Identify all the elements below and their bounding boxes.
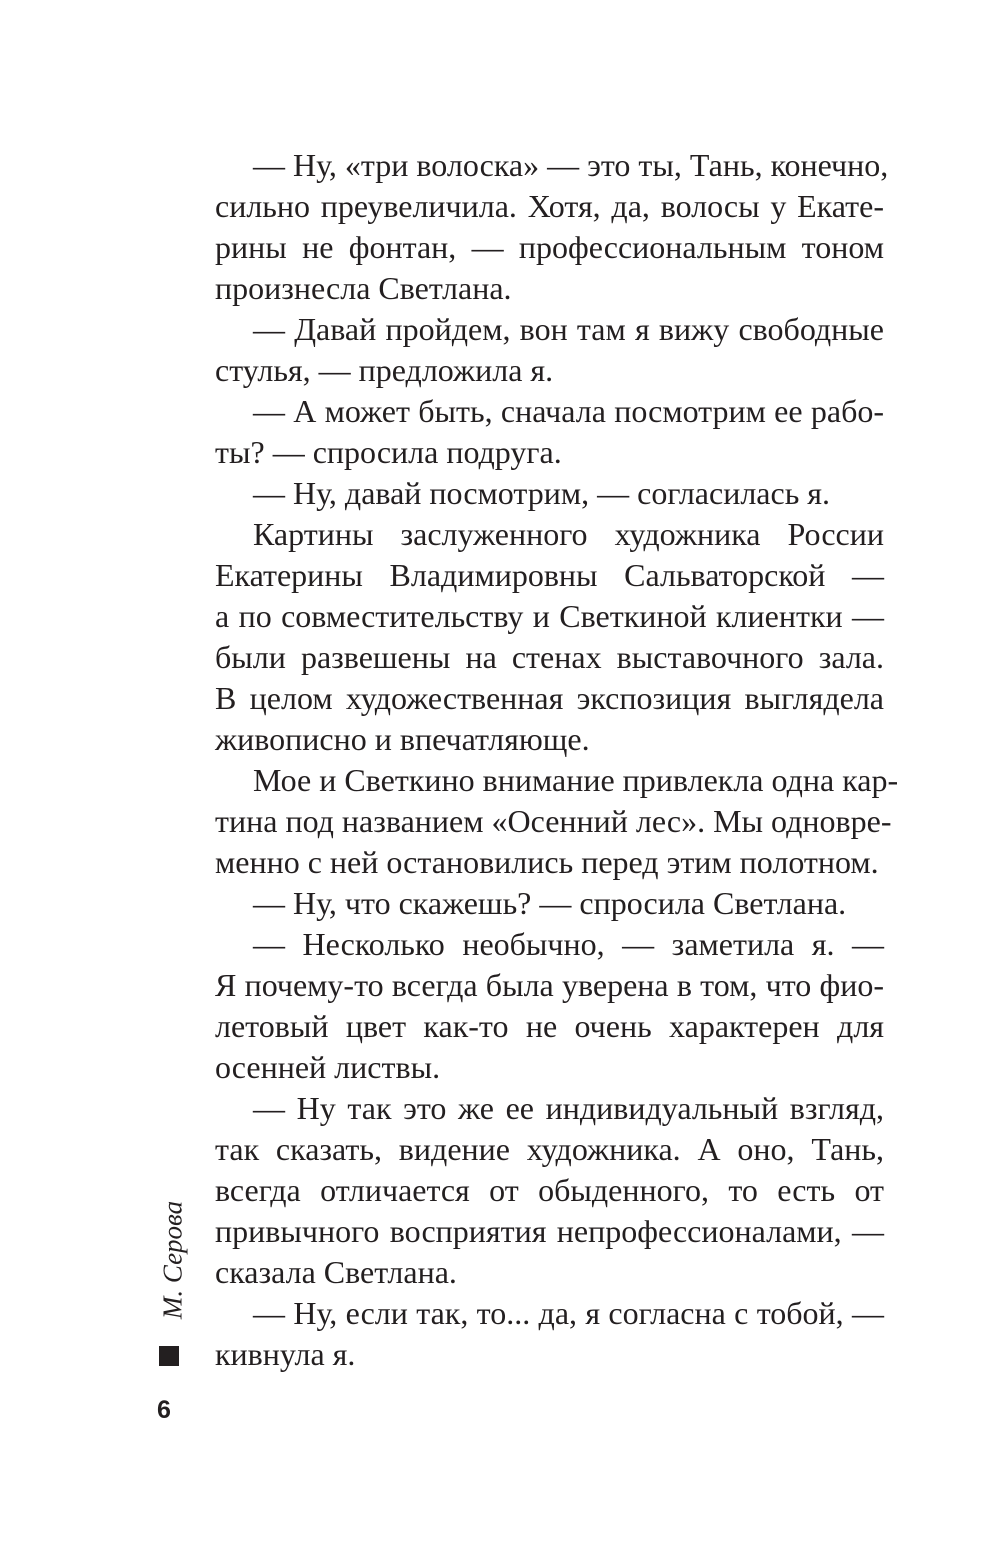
text-line: Я почему-то всегда была уверена в том, что фио-	[215, 967, 884, 1003]
text-line: — Ну, «три волоска» — это ты, Тань, конечно,	[253, 147, 889, 183]
text-line: Картины заслуженного художника России	[253, 516, 884, 552]
text-line: — Несколько необычно, — заметила я. —	[253, 926, 884, 962]
text-line: — Ну, давай посмотрим, — согласилась я.	[253, 475, 830, 511]
text-line: В целом художественная экспозиция выглядела	[215, 680, 884, 716]
text-line: менно с ней остановились перед этим полотном.	[215, 844, 879, 880]
text-line: живописно и впечатляюще.	[215, 721, 590, 757]
page-number: 6	[157, 1396, 171, 1424]
text-line: осенней листвы.	[215, 1049, 441, 1085]
text-line: сказала Светлана.	[215, 1254, 457, 1290]
text-line: стулья, — предложила я.	[215, 352, 554, 388]
text-line: рины не фонтан, — профессиональным тоном	[215, 229, 884, 265]
text-line: Екатерины Владимировны Сальваторской —	[215, 557, 884, 593]
text-line: — А может быть, сначала посмотрим ее рабо-	[253, 393, 884, 429]
text-line: кивнула я.	[215, 1336, 356, 1372]
text-line: Мое и Светкино внимание привлекла одна кар-	[253, 762, 899, 798]
text-line: всегда отличается от обыденного, то есть от	[215, 1172, 884, 1208]
text-line: летовый цвет как-то не очень характерен для	[215, 1008, 884, 1044]
text-line: — Давай пройдем, вон там я вижу свободные	[253, 311, 884, 347]
text-line: сильно преувеличила. Хотя, да, волосы у Екате-	[215, 188, 884, 224]
text-line: — Ну, что скажешь? — спросила Светлана.	[253, 885, 847, 921]
text-line: а по совместительству и Светкиной клиентки —	[215, 598, 884, 634]
text-line: привычного восприятия непрофессионалами, —	[215, 1213, 884, 1249]
text-line: — Ну, если так, то... да, я согласна с тобой, —	[253, 1295, 884, 1331]
text-line: — Ну так это же ее индивидуальный взгляд,	[253, 1090, 884, 1126]
running-head-author: М. Серова	[157, 1200, 188, 1320]
text-line: тина под названием «Осенний лес». Мы одновре-	[215, 803, 892, 839]
text-line: ты? — спросила подруга.	[215, 434, 562, 470]
text-line: так сказать, видение художника. А оно, Тань,	[215, 1131, 884, 1167]
text-line: произнесла Светлана.	[215, 270, 512, 306]
text-line: были развешены на стенах выставочного зала.	[215, 639, 884, 675]
folio-square-marker	[159, 1346, 179, 1366]
